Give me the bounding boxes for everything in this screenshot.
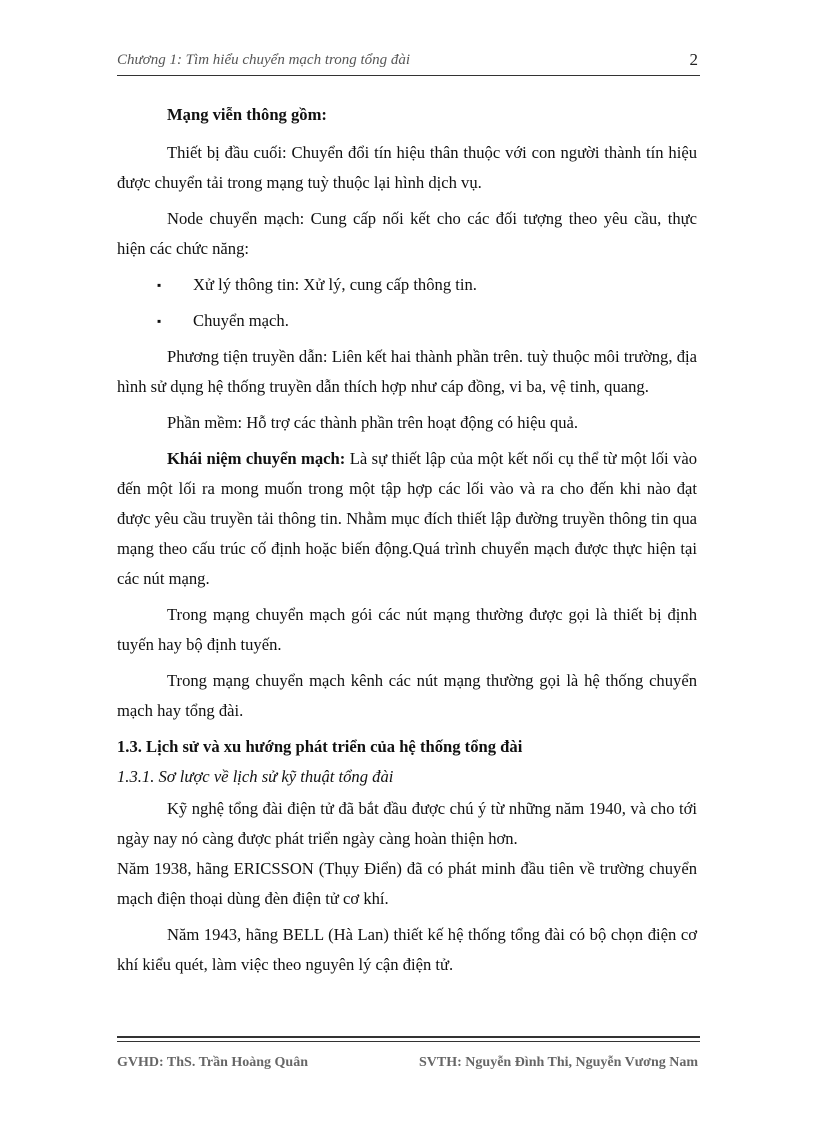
bullet-mark: ▪ [157,278,162,292]
paragraph-circuit: Trong mạng chuyển mạch kênh các nút mạng thường gọi là hệ thống chuyển mạch hay tổng đài. [117,671,697,720]
list-item-text: Xử lý thông tin: Xử lý, cung cấp thông tin. [193,275,477,294]
paragraph-1943: Năm 1943, hãng BELL (Hà Lan) thiết kế hệ thống tổng đài có bộ chọn điện cơ khí kiểu quét, làm việc theo nguyên lý cận điện tử. [117,925,697,974]
paragraph-terminal: Thiết bị đầu cuối: Chuyển đổi tín hiệu thân thuộc với con người thành tín hiệu được chuyển tải trong mạng tuỳ thuộc lại hình dịch vụ. [117,143,697,192]
list-item [117,270,697,300]
subsection-title: 1.3.1. Sơ lược về lịch sử kỹ thuật tổng đài [117,767,394,786]
chapter-title: Chương 1: Tìm hiểu chuyển mạch trong tổng đài [117,52,411,68]
bullet-mark: ▪ [157,314,162,328]
page-number: 2 [689,50,698,69]
paragraph-transmission: Phương tiện truyền dẫn: Liên kết hai thành phần trên. tuỳ thuộc môi trường, địa hình sử dụng hệ thống truyền dẫn thích hợp như cáp đồng, vi ba, vệ tinh, quang. [117,347,697,396]
concept-definition: Là sự thiết lập của một kết nối cụ thể từ một lối vào đến một lối ra mong muốn trong một tập hợp các lối vào và ra cho đến khi nào đạt được yêu cầu truyền tải thông tin. Nhằm mục đích thiết lập đường truyền thông tin qua mạng theo cấu trúc cố định hoặc biến động.Quá trình chuyển mạch được thực hiện tại các nút mạng. [117,449,697,588]
supervisor-text: GVHD: ThS. Trần Hoàng Quân [117,1055,309,1070]
heading-network: Mạng viễn thông gồm: [167,105,327,124]
paragraph-software: Phần mềm: Hỗ trợ các thành phần trên hoạt động có hiệu quả. [167,413,579,432]
list-item-text: Chuyển mạch. [193,311,289,330]
footer-rule-top [117,1036,700,1038]
section-title: 1.3. Lịch sử và xu hướng phát triển của hệ thống tổng đài [117,737,523,756]
paragraph-packet: Trong mạng chuyển mạch gói các nút mạng thường được gọi là thiết bị định tuyến hay bộ định tuyến. [117,605,697,654]
paragraph-history: Kỹ nghệ tổng đài điện tử đã bắt đầu được chú ý từ những năm 1940, và cho tới ngày nay nó càng được phát triển ngày càng hoàn thiện hơn. [117,799,697,848]
list-item [117,306,697,336]
students-text: SVTH: Nguyễn Đình Thi, Nguyễn Vương Nam [419,1055,698,1070]
paragraph-node: Node chuyển mạch: Cung cấp nối kết cho các đối tượng theo yêu cầu, thực hiện các chức năng: [117,209,697,258]
paragraph-1938: Năm 1938, hãng ERICSSON (Thụy Điển) đã có phát minh đầu tiên về trường chuyển mạch điện thoại dùng đèn điện tử cơ khí. [117,859,697,908]
page-header [117,50,700,72]
header-rule [117,75,700,76]
footer-rule-bottom [117,1041,700,1042]
concept-term: Khái niệm chuyển mạch: [167,449,346,468]
document-body [117,100,697,986]
paragraph-concept [117,444,697,594]
